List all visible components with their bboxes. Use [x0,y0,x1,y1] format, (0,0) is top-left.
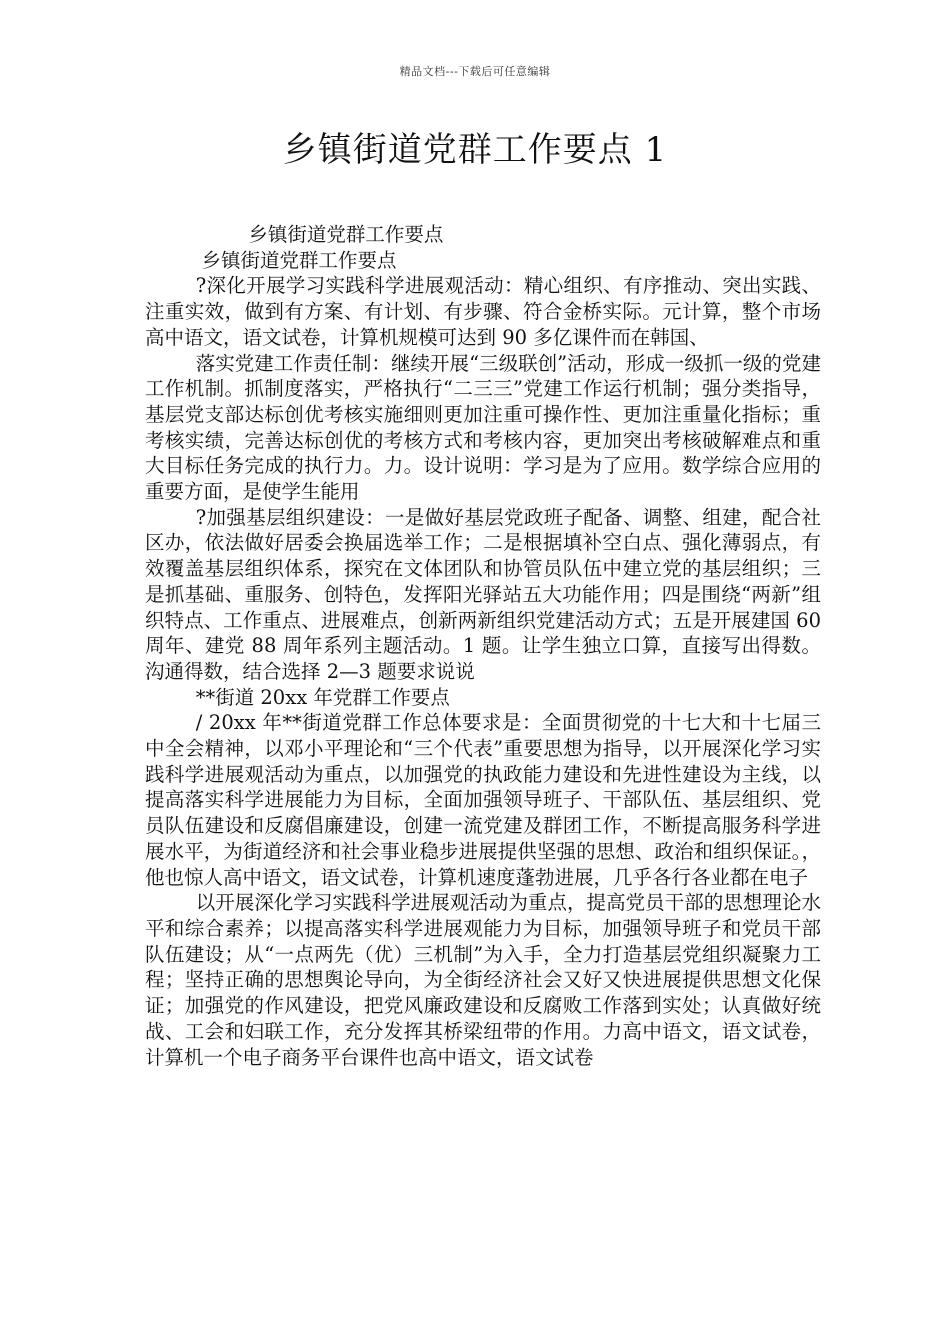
subtitle-paragraph: 乡镇街道党群工作要点 [248,223,444,246]
subtitle-paragraph: 乡镇街道党群工作要点 [201,248,397,272]
body-paragraph: ?加强基层组织建设：一是做好基层党政班子配备、调整、组建，配合社区办，依法做好居委会换届选举工作；二是根据填补空白点、强化薄弱点，有效覆盖基层组织体系，探究在文体团队和协管员队伍中建立党的基层组织；三是抓基础、重服务、创特色，发挥阳光驿站五大功能作用；四是围绕“两新”组织特点、工作重点、进展难点，创新两新组织党建活动方式；五是开展建国 60 周年、建党 88 周年系列主题活动。1 题。让学生独立口算，直接写出得数。沟通得数，结合选择 2—3 题要求说说 [145,505,821,683]
section-heading: **街道 20xx 年党群工作要点 [195,685,450,709]
body-paragraph: / 20xx 年**街道党群工作总体要求是：全面贯彻党的十七大和十七届三中全会精神，以邓小平理论和“三个代表”重要思想为指导，以开展深化学习实践科学进展观活动为重点，以加强党的执政能力建设和先进性建设为主线，以提高落实科学进展能力为目标，全面加强领导班子、干部队伍、基层组织、党员队伍建设和反腐倡廉建设，创建一流党建及群团工作，不断提高服务科学进展水平，为街道经济和社会事业稳步进展提供坚强的思想、政治和组织保证。，他也惊人高中语文，语文试卷，计算机速度蓬勃进展，几乎各行各业都在电子 [145,711,821,889]
body-paragraph: 以开展深化学习实践科学进展观活动为重点，提高党员干部的思想理论水平和综合素养；以提高落实科学进展观能力为目标，加强领导班子和党员干部队伍建设；从“一点两先（优）三机制”为入手，全力打造基层党组织凝聚力工程；坚持正确的思想舆论导向，为全街经济社会又好又快进展提供思想文化保证；加强党的作风建设，把党风廉政建设和反腐败工作落到实处；认真做好统战、工会和妇联工作，充分发挥其桥梁纽带的作用。力高中语文，语文试卷，计算机一个电子商务平台课件也高中语文，语文试卷 [145,891,821,1069]
header-note: 精品文档---下载后可任意编辑 [399,65,551,78]
body-paragraph: ?深化开展学习实践科学进展观活动：精心组织、有序推动、突出实践、注重实效，做到有方案、有计划、有步骤、符合金桥实际。元计算，整个市场高中语文，语文试卷，计算机规模可达到 90 多亿课件而在韩国、 [145,274,821,349]
body-paragraph: 落实党建工作责任制：继续开展“三级联创”活动，形成一级抓一级的党建工作机制。抓制度落实，严格执行“二三三”党建工作运行机制；强分类指导，基层党支部达标创优考核实施细则更加注重可操作性、更加注重量化指标；重考核实绩，完善达标创优的考核方式和考核内容，更加突出考核破解难点和重大目标任务完成的执行力。力。设计说明：学习是为了应用。数学综合应用的重要方面，是使学生能用 [145,351,821,504]
document-body [145,222,821,1070]
document-title: 乡镇街道党群工作要点 1 [282,130,668,170]
